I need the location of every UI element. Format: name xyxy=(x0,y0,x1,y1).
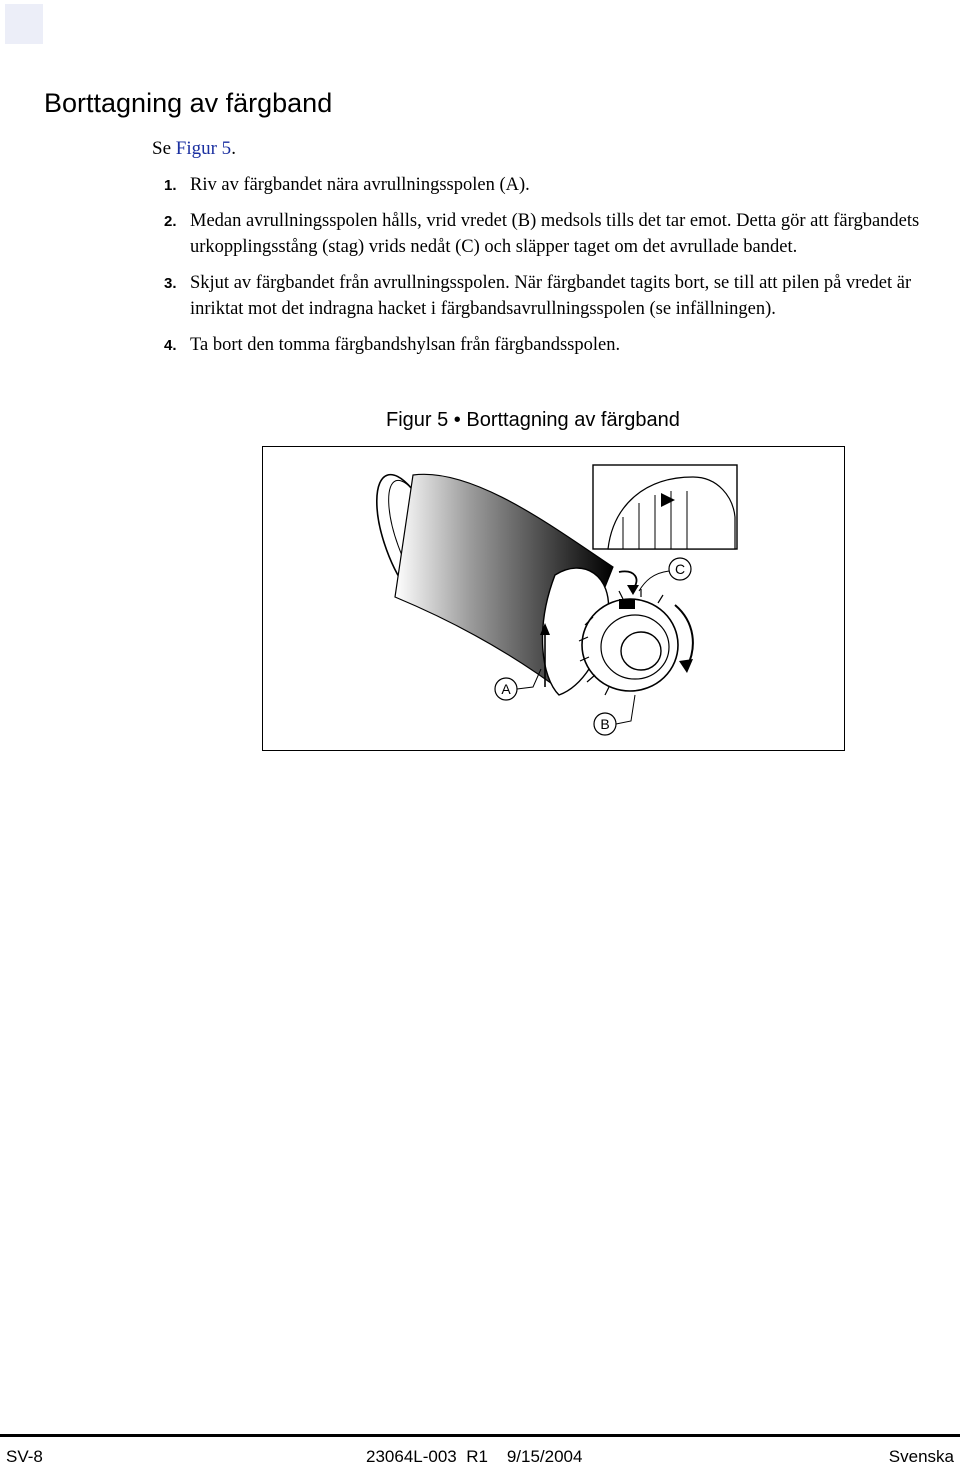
footer-doc-id: 23064L-003 R1 9/15/2004 xyxy=(366,1447,583,1466)
intro-suffix: . xyxy=(231,138,236,159)
ribbon-removal-figure xyxy=(262,446,845,751)
footer-page-number: SV-8 xyxy=(6,1447,43,1466)
step-number: 2. xyxy=(164,213,177,230)
callout-c-label: C xyxy=(674,561,686,577)
corner-marker xyxy=(5,4,43,44)
step-list xyxy=(152,172,952,368)
callout-c-leader xyxy=(639,571,669,591)
step-text: Ta bort den tomma färgbandshylsan från färgbandsspolen. xyxy=(190,335,621,355)
intro-prefix: Se xyxy=(152,138,176,159)
figure-caption: Figur 5 • Borttagning av färgband xyxy=(386,409,680,431)
step-number: 3. xyxy=(164,275,177,292)
step-number: 1. xyxy=(164,177,177,194)
step-text: Riv av färgbandet nära avrullningsspolen (A). xyxy=(190,175,530,195)
footer-language: Svenska xyxy=(888,1447,954,1466)
callout-b-leader xyxy=(616,695,635,724)
callout-b-label: B xyxy=(600,716,610,732)
release-bar xyxy=(619,599,635,609)
step-item xyxy=(152,270,952,322)
ribbon-spindle-illustration xyxy=(263,447,843,749)
section-title: Borttagning av färgband xyxy=(44,88,333,118)
down-arrowhead xyxy=(627,585,639,595)
rotation-arrowhead xyxy=(679,659,693,673)
step-item xyxy=(152,208,952,260)
step-text: Skjut av färgbandet från avrullningsspolen. När färgbandet tagits bort, se till att pilen på vredet är inriktat mot det indragna hacket i färgbandsavrullningsspolen (se infällningen). xyxy=(190,273,912,319)
figure-link[interactable]: Figur 5 xyxy=(175,138,232,159)
step-number: 4. xyxy=(164,337,177,354)
step-item xyxy=(152,172,952,198)
figure-reference xyxy=(152,136,236,162)
step-text: Medan avrullningsspolen hålls, vrid vredet (B) medsols tills det tar emot. Detta gör att färgbandets urkopplingsstång (stag) vrids nedåt (C) och släpper taget om det avrullade bandet. xyxy=(190,211,920,257)
callout-a-label: A xyxy=(501,681,511,697)
step-item xyxy=(152,332,952,358)
footer-rule xyxy=(0,1434,960,1437)
knob-center xyxy=(621,632,661,670)
